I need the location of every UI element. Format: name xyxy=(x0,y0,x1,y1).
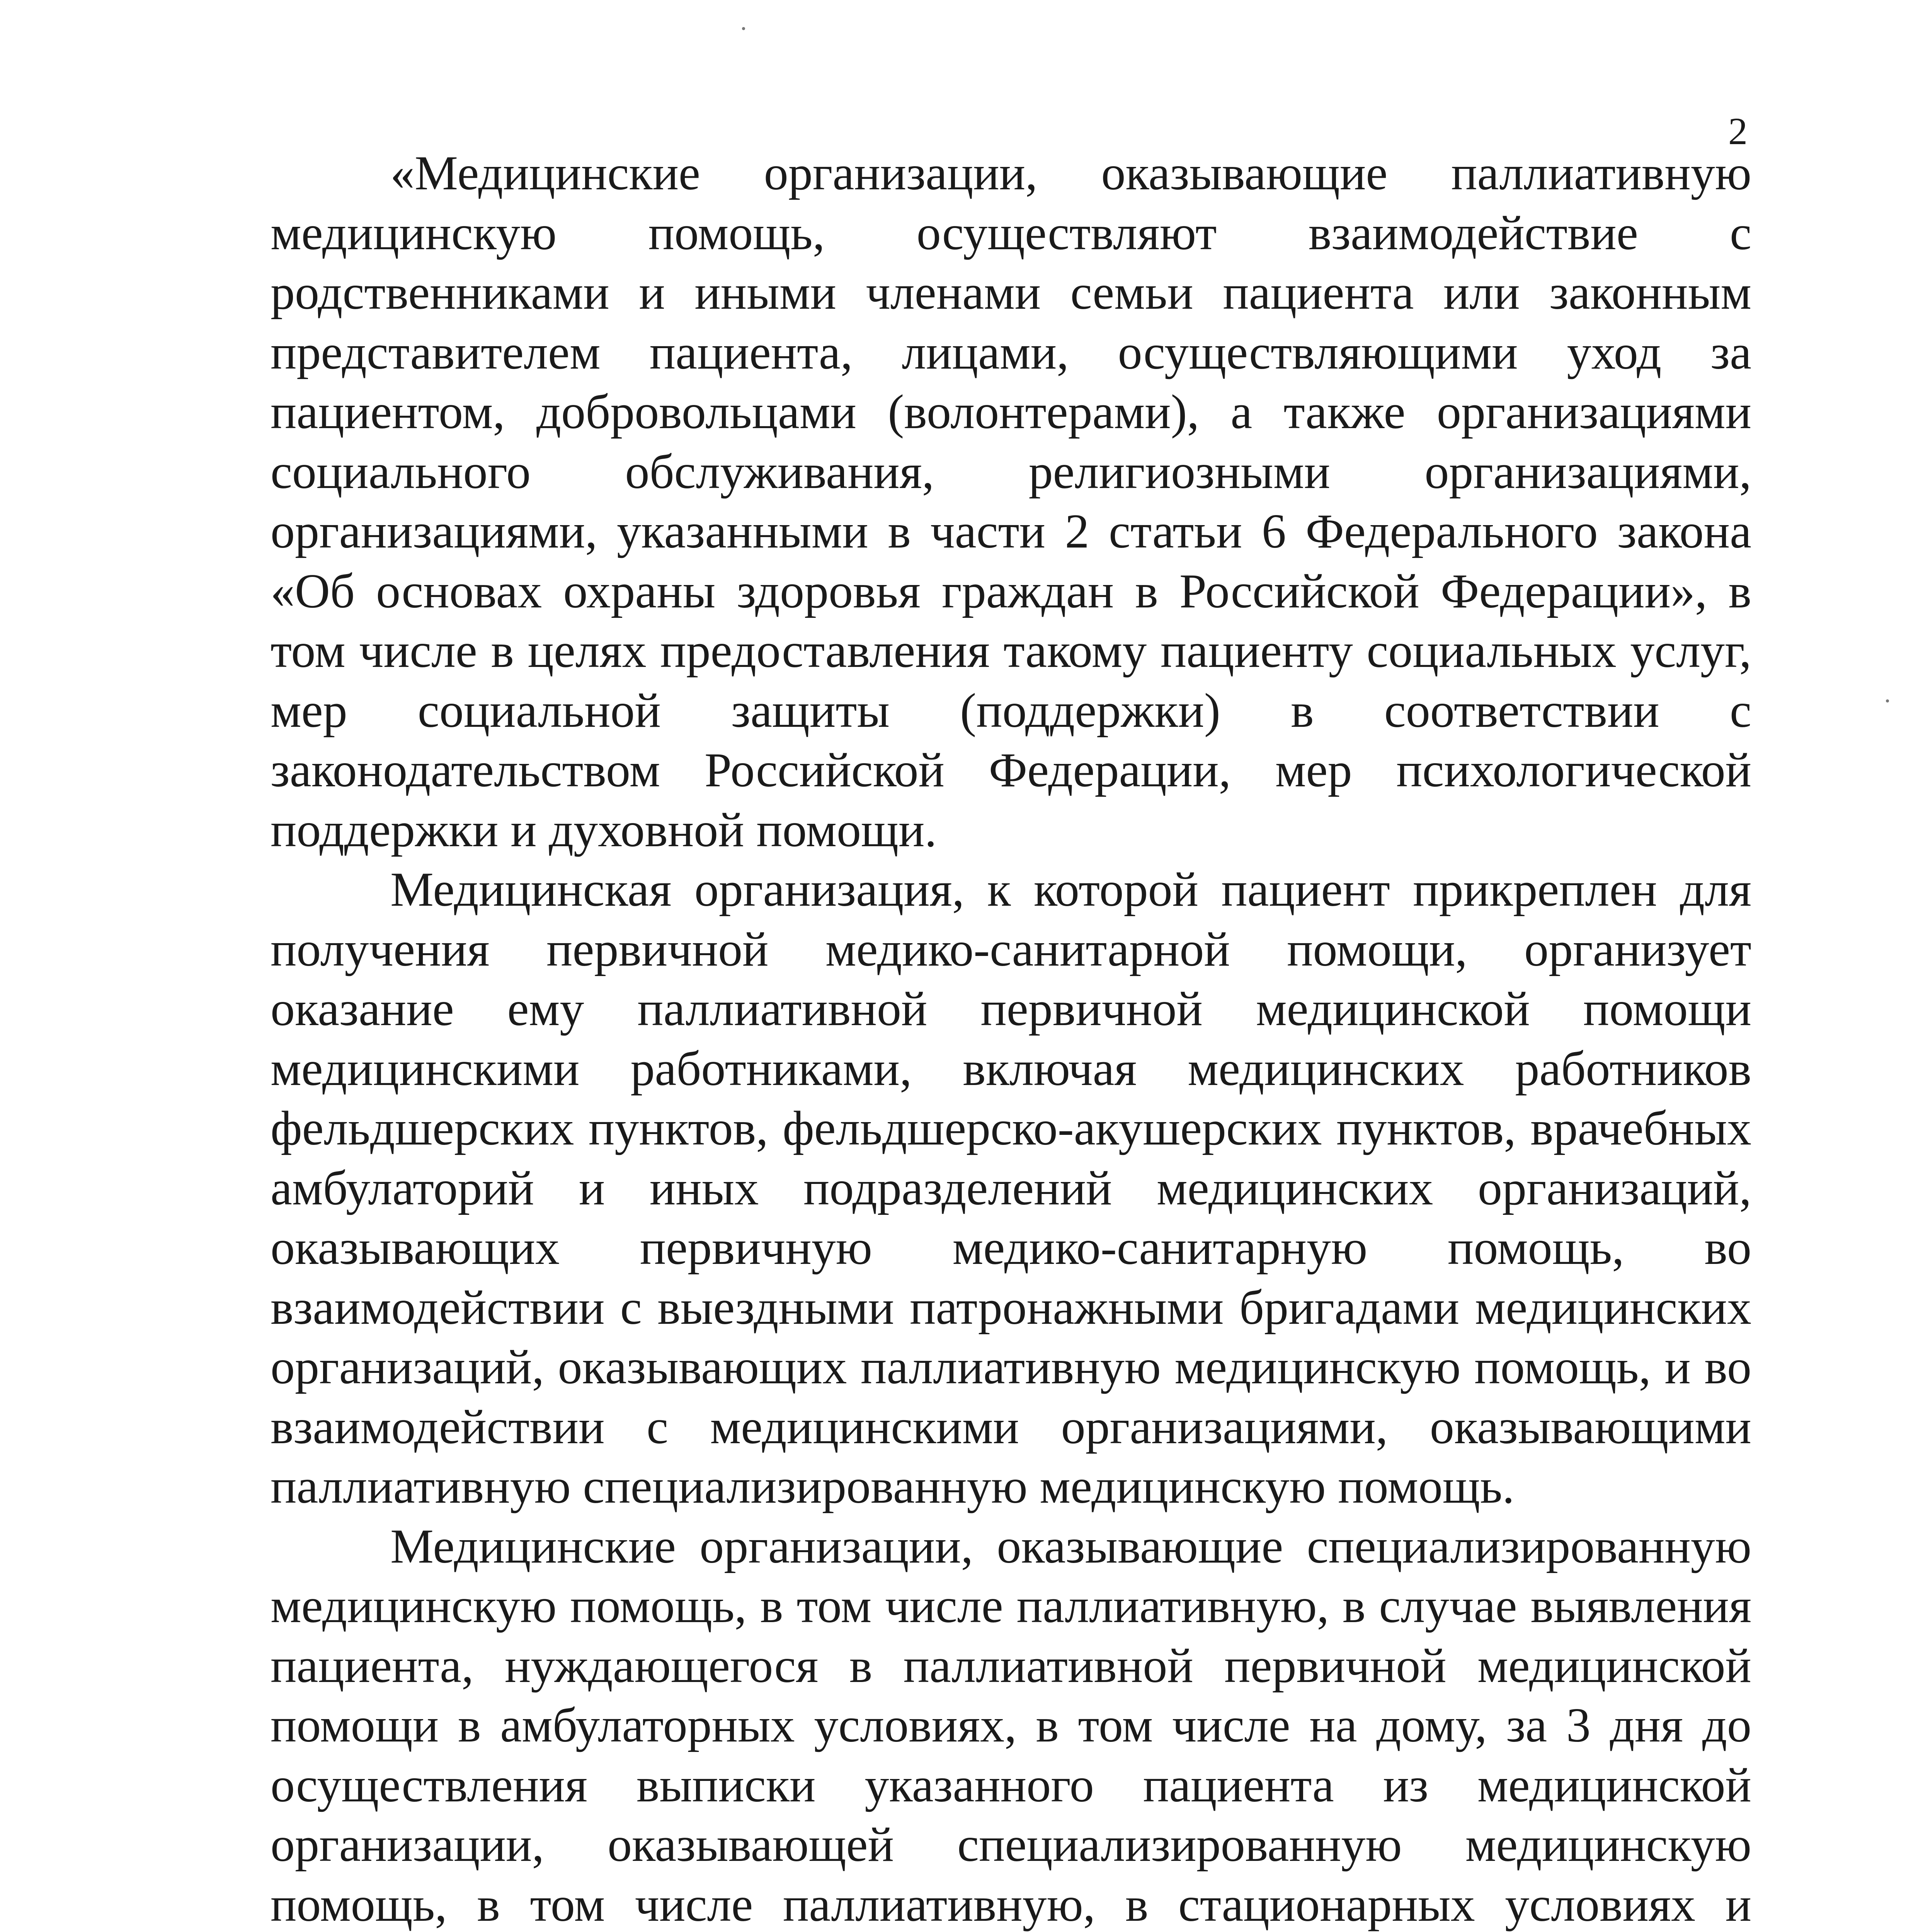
paragraph-2: Медицинская организация, к которой пациент прикреплен для получения первичной медико-санитарной помощи, организует оказание ему паллиативной первичной медицинской помощи медицинскими работниками, включая медицинских работников фельдшерских пунктов, фельдшерско-акушерских пунктов, врачебных амбулаторий и иных подразделений медицинских организаций, оказывающих первичную медико-санитарную помощь, во взаимодействии с выездными патронажными бригадами медицинских организаций, оказывающих паллиативную медицинскую помощь, и во взаимодействии с медицинскими организациями, оказывающими паллиативную специализированную медицинскую помощь. xyxy=(271,863,1751,1514)
paragraph-1: «Медицинские организации, оказывающие паллиативную медицинскую помощь, осуществляют взаимодействие с родственниками и иными членами семьи пациента или законным представителем пациента, лицами, осуществляющими уход за пациентом, добровольцами (волонтерами), а также организациями социального обслуживания, религиозными организациями, организациями, указанными в части 2 статьи 6 Федерального закона «Об основах охраны здоровья граждан в Российской Федерации», в том числе в целях предоставления такому пациенту социальных услуг, мер социальной защиты (поддержки) в соответствии с законодательством Российской Федерации, мер психологической поддержки и духовной помощи. xyxy=(271,146,1751,857)
page-number: 2 xyxy=(1728,110,1748,153)
scan-speck xyxy=(742,27,745,30)
document-body xyxy=(271,144,1751,1932)
paragraph-3: Медицинские организации, оказывающие специализированную медицинскую помощь, в том числе паллиативную, в случае выявления пациента, нуждающегося в паллиативной первичной медицинской помощи в амбулаторных условиях, в том числе на дому, за 3 дня до осуществления выписки указанного пациента из медицинской организации, оказывающей специализированную медицинскую помощь, в том числе паллиативную, в стационарных условиях и xyxy=(271,1519,1751,1932)
scan-speck xyxy=(1886,699,1889,702)
